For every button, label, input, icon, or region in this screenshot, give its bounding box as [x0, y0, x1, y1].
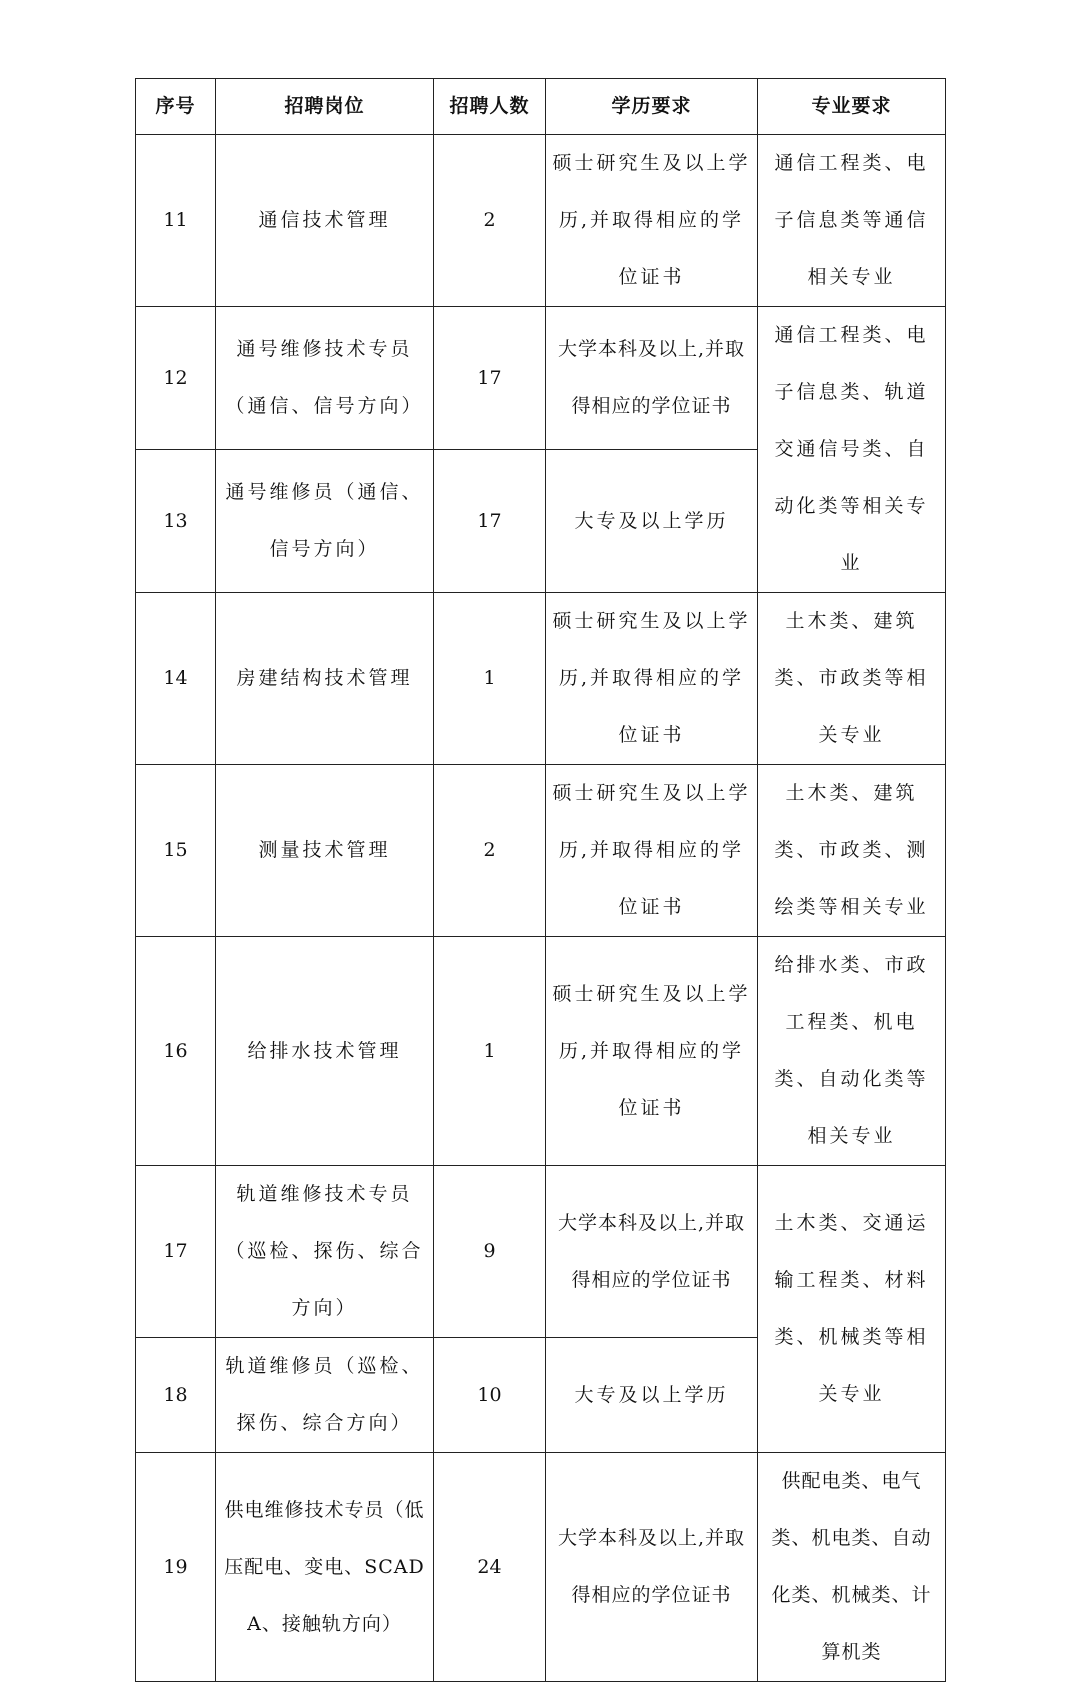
row-no: 15 [136, 765, 216, 937]
header-major: 专业要求 [758, 79, 946, 135]
row-major: 通信工程类、电子信息类等通信相关专业 [758, 135, 946, 307]
row-position: 通号维修技术专员（通信、信号方向） [216, 307, 434, 450]
row-no: 16 [136, 937, 216, 1166]
row-no: 12 [136, 307, 216, 450]
row-major: 土木类、建筑类、市政类等相关专业 [758, 593, 946, 765]
row-no: 13 [136, 450, 216, 593]
row-education: 硕士研究生及以上学历,并取得相应的学位证书 [546, 593, 758, 765]
table-row [136, 1453, 946, 1682]
row-count: 17 [434, 450, 546, 593]
row-education: 大学本科及以上,并取得相应的学位证书 [546, 307, 758, 450]
row-education: 大专及以上学历 [546, 450, 758, 593]
row-education: 硕士研究生及以上学历,并取得相应的学位证书 [546, 937, 758, 1166]
row-count: 1 [434, 593, 546, 765]
row-education: 硕士研究生及以上学历,并取得相应的学位证书 [546, 135, 758, 307]
row-count: 10 [434, 1338, 546, 1453]
table-row [136, 593, 946, 765]
row-education: 硕士研究生及以上学历,并取得相应的学位证书 [546, 765, 758, 937]
row-no: 17 [136, 1166, 216, 1338]
table-row [136, 1166, 946, 1338]
row-count: 2 [434, 765, 546, 937]
row-position: 轨道维修技术专员（巡检、探伤、综合方向） [216, 1166, 434, 1338]
table-row [136, 307, 946, 450]
row-count: 9 [434, 1166, 546, 1338]
header-education: 学历要求 [546, 79, 758, 135]
row-major: 给排水类、市政工程类、机电类、自动化类等相关专业 [758, 937, 946, 1166]
table-header-row [136, 79, 946, 135]
table-row [136, 135, 946, 307]
row-no: 18 [136, 1338, 216, 1453]
row-count: 2 [434, 135, 546, 307]
recruitment-table [135, 78, 946, 1682]
table-row [136, 937, 946, 1166]
row-education: 大专及以上学历 [546, 1338, 758, 1453]
row-no: 19 [136, 1453, 216, 1682]
row-education: 大学本科及以上,并取得相应的学位证书 [546, 1166, 758, 1338]
row-no: 11 [136, 135, 216, 307]
row-major: 土木类、交通运输工程类、材料类、机械类等相关专业 [758, 1166, 946, 1453]
header-count: 招聘人数 [434, 79, 546, 135]
header-no: 序号 [136, 79, 216, 135]
row-count: 17 [434, 307, 546, 450]
row-position: 通信技术管理 [216, 135, 434, 307]
row-position: 测量技术管理 [216, 765, 434, 937]
table-row [136, 765, 946, 937]
row-position: 给排水技术管理 [216, 937, 434, 1166]
row-education: 大学本科及以上,并取得相应的学位证书 [546, 1453, 758, 1682]
row-major: 通信工程类、电子信息类、轨道交通信号类、自动化类等相关专业 [758, 307, 946, 593]
row-no: 14 [136, 593, 216, 765]
row-position: 通号维修员（通信、信号方向） [216, 450, 434, 593]
row-position: 供电维修技术专员（低压配电、变电、SCADA、接触轨方向） [216, 1453, 434, 1682]
header-position: 招聘岗位 [216, 79, 434, 135]
row-major: 土木类、建筑类、市政类、测绘类等相关专业 [758, 765, 946, 937]
row-count: 24 [434, 1453, 546, 1682]
row-major: 供配电类、电气类、机电类、自动化类、机械类、计算机类 [758, 1453, 946, 1682]
row-position: 轨道维修员（巡检、探伤、综合方向） [216, 1338, 434, 1453]
row-position: 房建结构技术管理 [216, 593, 434, 765]
row-count: 1 [434, 937, 546, 1166]
